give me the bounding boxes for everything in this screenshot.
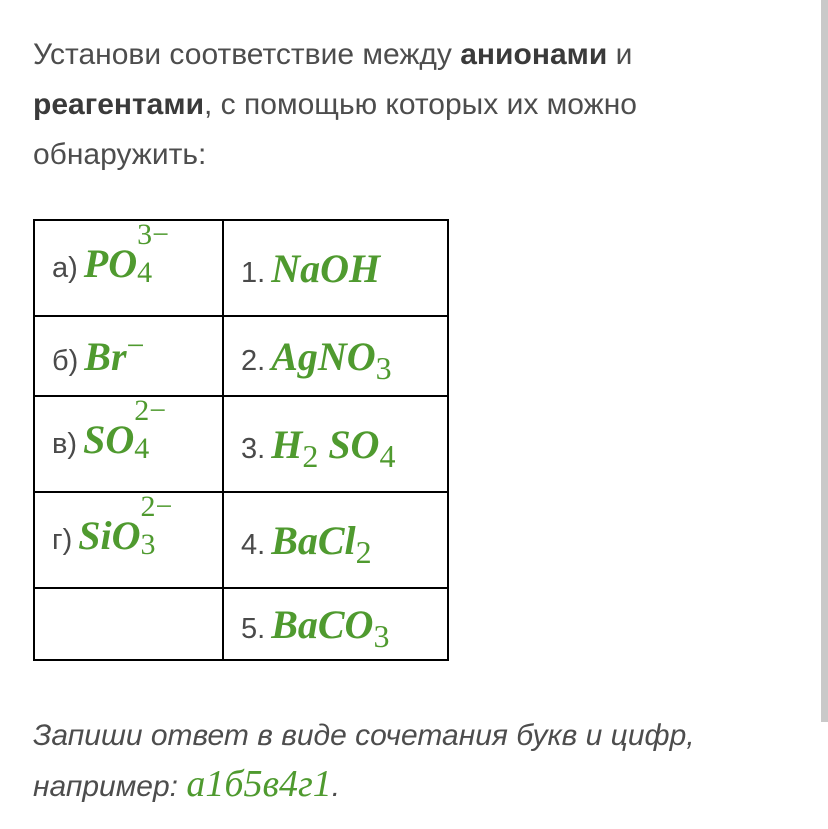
reagent-label: 5. <box>241 612 266 645</box>
index-subscript: 2 <box>355 533 372 570</box>
reagent-label: 1. <box>241 256 266 289</box>
anion-cell-a <box>34 220 223 316</box>
question-part-1: Установи соответствие между <box>33 38 461 71</box>
question-bold-reagents: реагентами <box>33 88 205 121</box>
index-subscript: 4 <box>134 432 150 465</box>
instruction-text: Запиши ответ в виде сочетания букв и цифр, например: <box>33 719 695 803</box>
anion-formula: SiO 2− 3 <box>78 490 173 561</box>
reagent-formula: $H_2$ $SO_4$ <box>271 421 396 474</box>
anion-label: а) <box>52 252 78 285</box>
anion-cell-b <box>34 316 223 396</box>
anion-label: б) <box>52 344 79 377</box>
question-part-3: , с помощью которых их можно обнаружить: <box>33 88 637 171</box>
reagent-cell-1 <box>223 220 448 316</box>
reagent-label: 2. <box>241 344 266 377</box>
index-subscript: 4 <box>379 437 396 474</box>
instruction-end: . <box>331 770 341 803</box>
anion-formula: SO 2− 4 <box>83 394 167 465</box>
matching-table <box>33 219 449 661</box>
table-row <box>34 316 448 396</box>
anion-formula: PO 3− 4 <box>83 218 170 289</box>
anion-label: г) <box>52 524 73 557</box>
anion-label: в) <box>52 428 78 461</box>
anion-formula: Br− <box>84 326 145 379</box>
index-subscript: 3 <box>373 617 390 654</box>
index-subscript: 3 <box>140 528 156 561</box>
reagent-label: 4. <box>241 528 266 561</box>
scrollbar[interactable] <box>821 0 828 722</box>
answer-example: а1б5в4г1 <box>186 763 332 805</box>
anion-cell-v <box>34 396 223 492</box>
reagent-label: 3. <box>241 432 266 465</box>
table-row <box>34 396 448 492</box>
table-row <box>34 492 448 588</box>
reagent-formula: NaOH <box>271 245 381 291</box>
index-subscript: 2 <box>302 437 319 474</box>
reagent-cell-4 <box>223 492 448 588</box>
charge-superscript: − <box>126 326 145 363</box>
reagent-cell-5 <box>223 588 448 660</box>
index-subscript: 4 <box>137 256 153 289</box>
anion-cell-g <box>34 492 223 588</box>
charge-superscript: 2− <box>134 394 167 427</box>
empty-cell <box>34 588 223 660</box>
charge-superscript: 2− <box>140 490 173 523</box>
answer-instruction <box>33 712 753 811</box>
question-bold-anions: анионами <box>460 38 608 71</box>
reagent-formula: BaCl$_2$ <box>271 517 372 570</box>
index-subscript: 3 <box>375 349 392 386</box>
table-row <box>34 588 448 660</box>
reagent-cell-3 <box>223 396 448 492</box>
question-text <box>33 30 723 180</box>
reagent-formula: BaCO$_3$ <box>271 601 390 654</box>
question-part-2: и <box>607 38 633 71</box>
reagent-cell-2 <box>223 316 448 396</box>
table-row <box>34 220 448 316</box>
charge-superscript: 3− <box>137 218 170 251</box>
reagent-formula: AgNO$_3$ <box>271 333 392 386</box>
